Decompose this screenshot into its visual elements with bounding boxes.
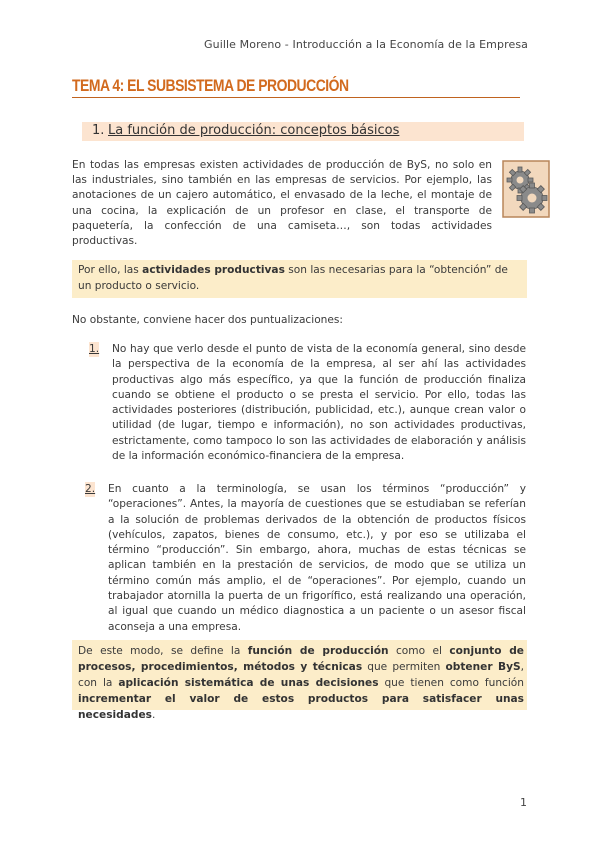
list-number: 2. xyxy=(85,482,95,497)
list-item xyxy=(85,482,526,635)
list-item xyxy=(89,342,526,464)
section-heading xyxy=(82,122,524,141)
highlight-box-definition-production xyxy=(72,640,527,721)
title-text: TEMA 4: EL SUBSISTEMA DE PRODUCCIÓN xyxy=(72,76,349,95)
intro-paragraph: En todas las empresas existen actividades de producción de ByS, no solo en las industriales, sino también en las empresas de servicios. Por ejemplo, las anotaciones de un cajero automático, el envasado de la leche, el montaje de una cocina, la explicación de un profesor en clase, el transporte de paquetería, la confección de una camiseta…, son todas actividades productivas. xyxy=(72,159,492,248)
gears-icon xyxy=(502,160,550,218)
list-number: 1. xyxy=(89,342,99,357)
page-title xyxy=(72,76,520,98)
highlight-box-definition-activities xyxy=(72,260,527,298)
list-item-text: No hay que verlo desde el punto de vista de la economía general, sino desde la perspectiva de la economía de la empresa, al ser ahí las actividades productivas algo más específico, ya que la función de producción finaliza cuando se obtiene el producto o se presta el servicio. Por ello, todas las actividades posteriores (distribución, publicidad, etc.), aunque crean valor o utilidad (de lugar, tiempo e información), no son actividades productivas, estrictamente, como tampoco lo son las actividades de elaboración y análisis de la información económico-financiera de la empresa. xyxy=(112,343,526,463)
page-number: 1 xyxy=(520,796,527,809)
list-item-text: En cuanto a la terminología, se usan los términos “producción” y “operaciones”. Antes, la mayoría de cuestiones que se estudiaban se referían a la solución de problemas derivados de la obtención de productos físicos (vehículos, zapatos, bienes de consumo, etc.), y por eso se utilizaba el término “producción”. Sin embargo, ahora, muchas de estas técnicas se aplican también en la prestación de servicios, de modo que se utiliza un término común más amplio, el de “operaciones”. Por ejemplo, cuando un trabajador atornilla la puerta de un frigorífico, está realizando una operación, al igual que cuando un médico diagnostica a un paciente o un asesor fiscal aconseja a una empresa. xyxy=(108,483,526,633)
highlight-text: Por ello, las actividades productivas son las necesarias para la “obtención” de un producto o servicio. xyxy=(78,264,508,292)
page-header: Guille Moreno - Introducción a la Economía de la Empresa xyxy=(204,38,528,51)
section-title: La función de producción: conceptos básicos xyxy=(108,123,400,138)
section-number: 1. xyxy=(92,123,105,138)
puntualizaciones-intro: No obstante, conviene hacer dos puntualizaciones: xyxy=(72,314,343,326)
highlight-text: De este modo, se define la función de producción como el conjunto de procesos, procedimientos, métodos y técnicas que permiten obtener ByS, con la aplicación sistemática de unas decisiones que tienen como función incrementar el valor de estos productos para satisfacer unas necesidades. xyxy=(78,645,524,721)
